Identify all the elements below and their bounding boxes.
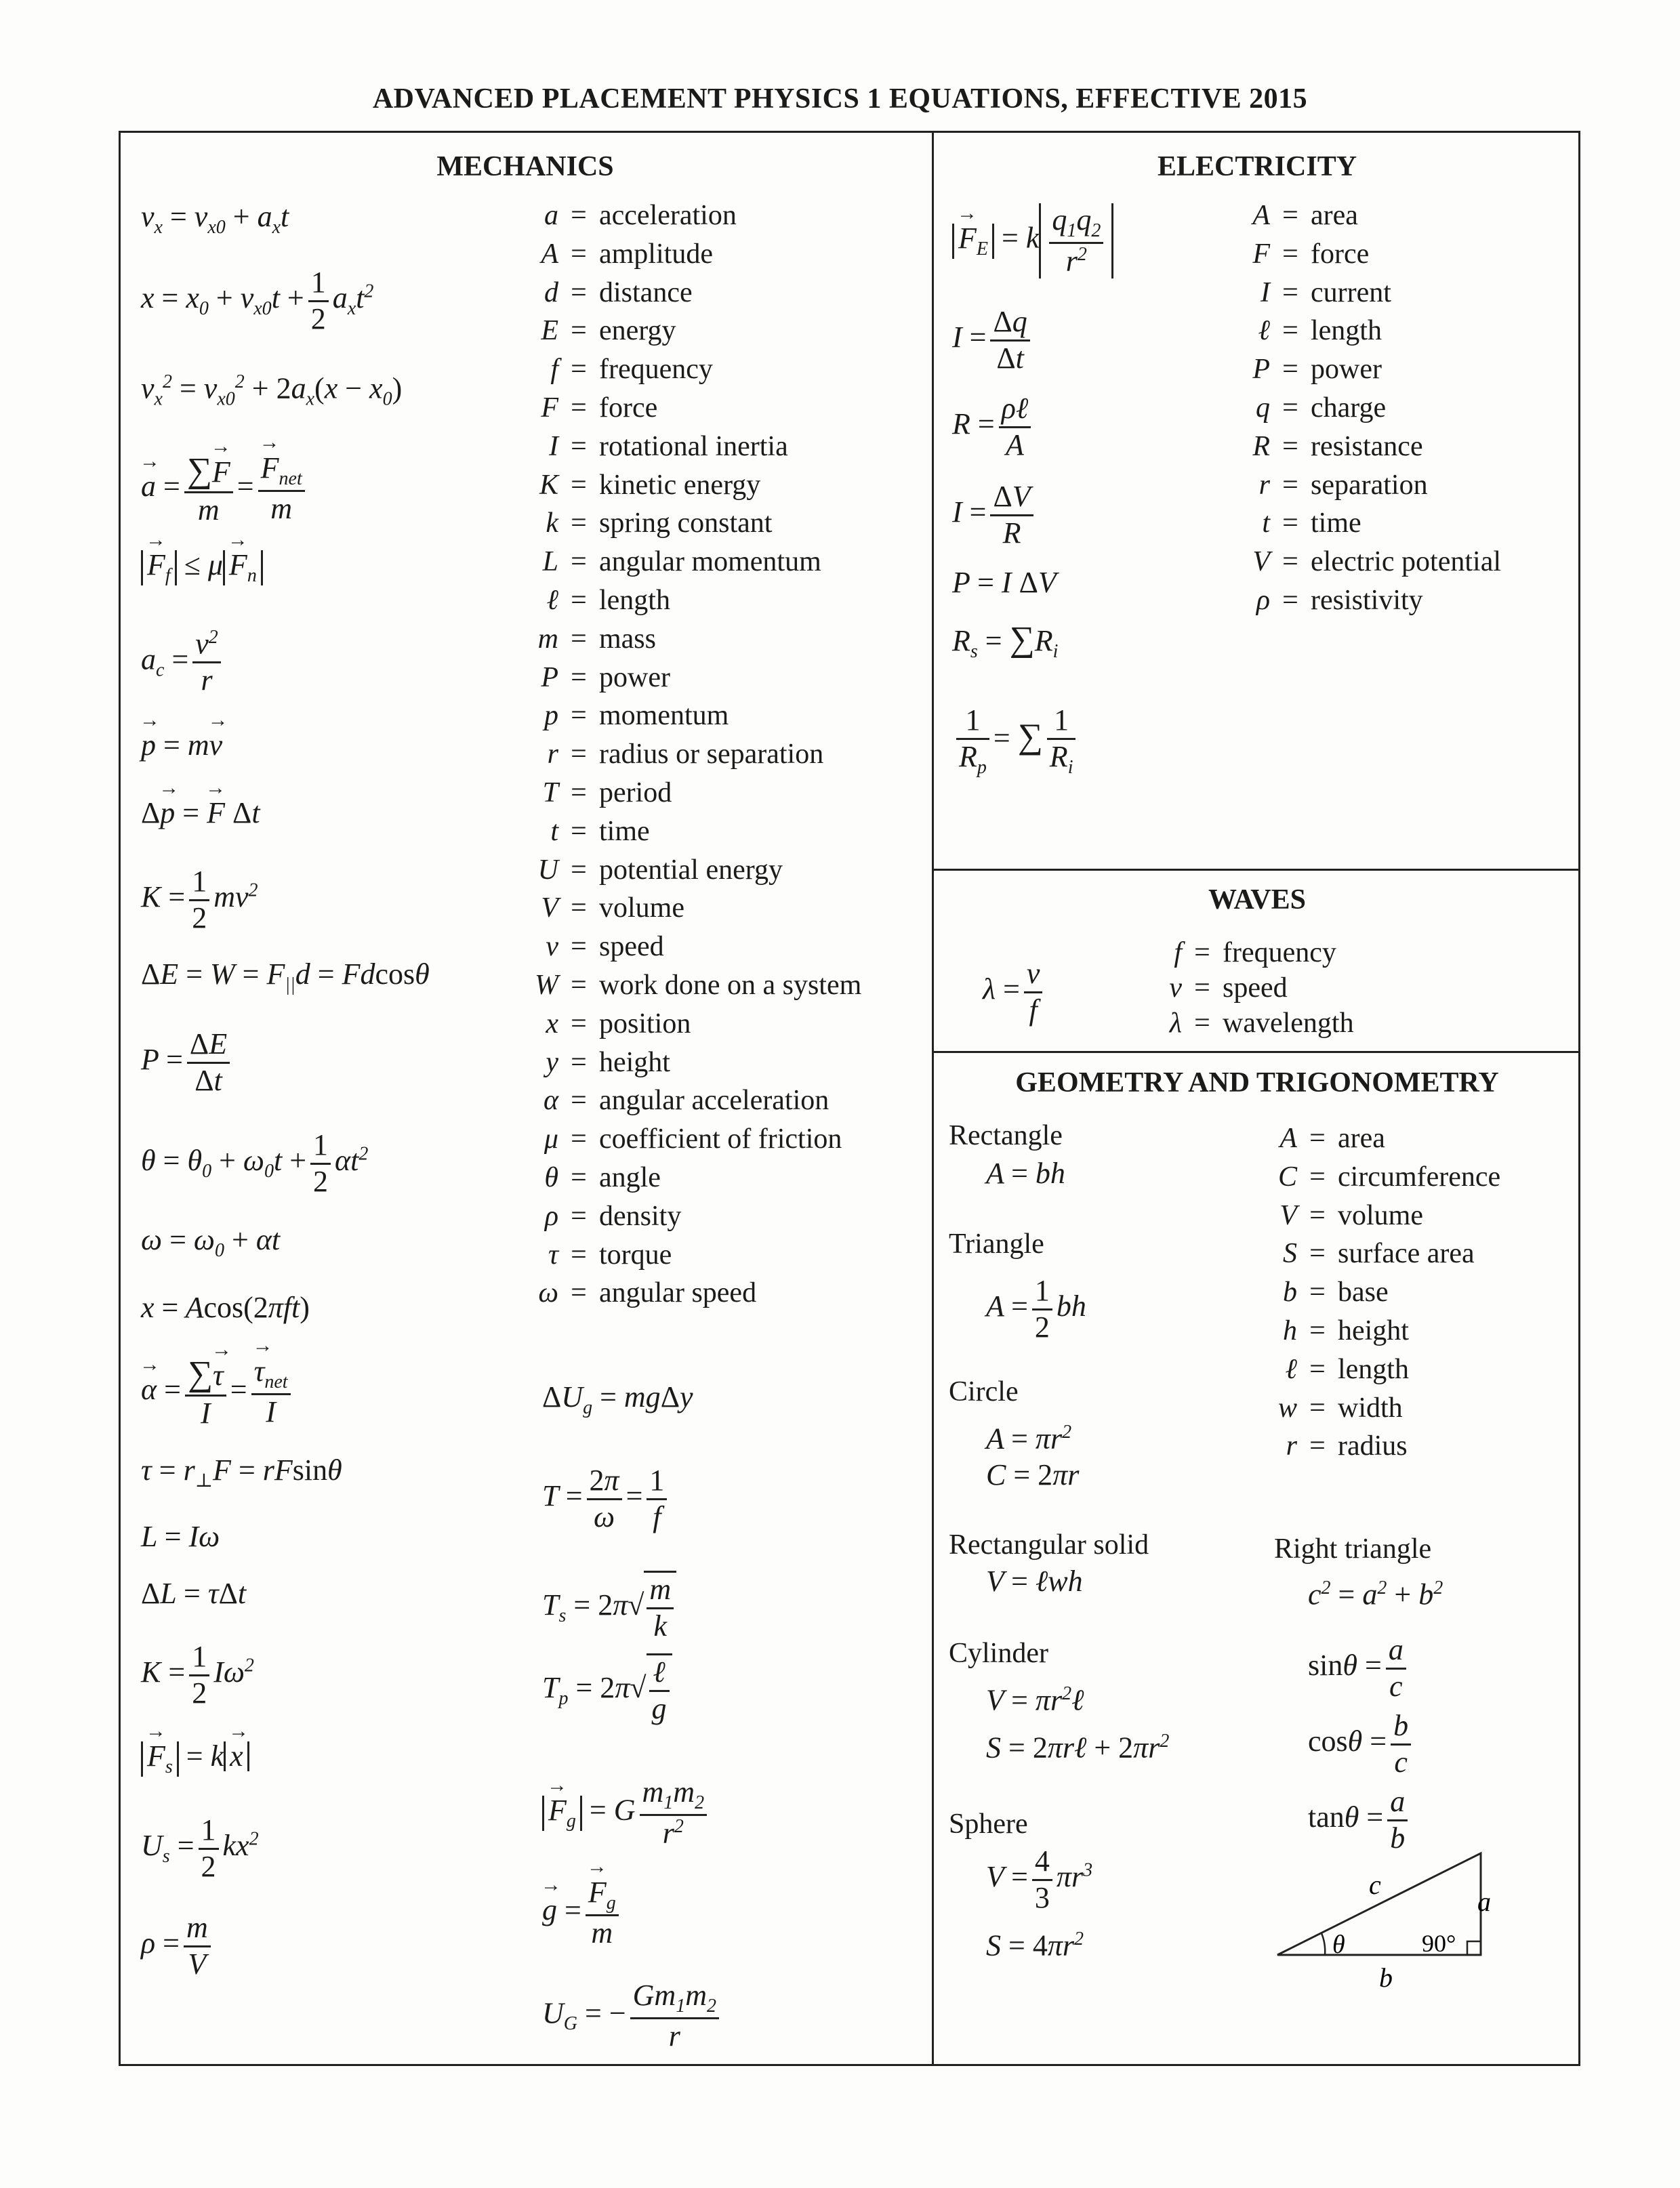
definition-symbol: b	[1283, 1277, 1297, 1308]
definition-symbol: m	[537, 623, 558, 655]
definition-text: wavelength	[1223, 1008, 1354, 1039]
equals-sign: =	[571, 200, 587, 231]
equals-sign: =	[571, 430, 587, 462]
definition-row	[1261, 1158, 1500, 1197]
equals-sign: =	[1194, 1008, 1210, 1039]
eq-gravitation: → $F_g = G$ $\frac{m_1m_2}{r^2}$	[542, 1775, 711, 1851]
eq-sphere-volume: V = $\frac{4}{3}$ $\pi r^3$	[986, 1844, 1093, 1914]
eq-electric-power: P = I ΔV	[952, 566, 1057, 599]
cylinder-label: Cylinder	[949, 1638, 1048, 1669]
definition-text: power	[599, 661, 670, 693]
waves-header: WAVES	[1208, 884, 1306, 915]
definition-text: frequency	[599, 354, 713, 386]
definition-row	[522, 428, 861, 466]
definition-symbol: U	[537, 854, 558, 886]
definition-symbol: r	[547, 739, 558, 770]
definition-row	[1145, 1006, 1354, 1041]
eq-gravitational-potential: $U_G$ = − $\frac{Gm_1m_2}{r}$	[542, 1979, 723, 2054]
eq-tangent: tanθ = $\frac{a}{b}$	[1308, 1785, 1412, 1855]
equals-sign: =	[571, 1200, 587, 1232]
page-title: ADVANCED PLACEMENT PHYSICS 1 EQUATIONS, EFFECTIVE 2015	[372, 83, 1308, 115]
definition-row	[1261, 1389, 1500, 1428]
definition-text: work done on a system	[599, 969, 862, 1001]
eq-resistance: R = $\frac{\text{ρℓ}}{A}$	[952, 392, 1035, 462]
definition-row	[522, 966, 861, 1005]
eq-centripetal: $a_c$ = $\frac{v^2}{r}$	[141, 627, 225, 698]
definition-row	[522, 928, 861, 966]
definition-text: energy	[599, 315, 676, 347]
definition-text: spring constant	[599, 508, 773, 539]
equals-sign: =	[571, 354, 587, 386]
definition-symbol: r	[1286, 1430, 1297, 1462]
equals-sign: =	[1282, 354, 1298, 386]
definition-row	[1233, 428, 1501, 466]
eq-density: ρ = $\frac{m}{V}$	[141, 1911, 215, 1981]
equals-sign: =	[571, 777, 587, 808]
eq-newton-second: → a = $\frac{\sum\to F}{m}$ = → $\frac{F_{net}}{m}$	[141, 451, 309, 527]
definition-symbol: F	[541, 392, 558, 424]
definition-symbol: d	[544, 276, 558, 308]
definition-text: length	[1338, 1353, 1409, 1385]
definition-text: length	[1311, 315, 1382, 347]
definition-symbol: T	[542, 777, 558, 808]
eq-triangle-area: A = $\frac{1}{2}$ bh	[986, 1274, 1086, 1344]
equals-sign: =	[571, 623, 587, 655]
definition-text: mass	[599, 623, 656, 655]
eq-cylinder-surface: S = 2πrℓ + $2\pi r^2$	[986, 1731, 1170, 1764]
waves-definitions	[1145, 935, 1354, 1041]
definition-text: amplitude	[599, 238, 713, 270]
definition-text: acceleration	[599, 200, 737, 231]
equals-sign: =	[1309, 1123, 1326, 1154]
equals-sign: =	[1282, 430, 1298, 462]
eq-angular-momentum: L = Iω	[141, 1520, 220, 1553]
eq-angular-acceleration: → α = $\frac{\sum\to \tau}{I}$ = → $\frac{\tau_{net}}{I}$	[141, 1354, 295, 1430]
definition-symbol: μ	[544, 1123, 558, 1155]
equals-sign: =	[571, 931, 587, 963]
definition-text: potential energy	[599, 854, 783, 886]
equals-sign: =	[571, 546, 587, 578]
equals-sign: =	[1282, 469, 1298, 501]
definition-row	[522, 1044, 861, 1082]
definition-symbol: α	[543, 1085, 558, 1117]
equals-sign: =	[571, 1008, 587, 1039]
definition-symbol: v	[1169, 972, 1182, 1004]
definition-row	[522, 504, 861, 543]
definition-row	[522, 735, 861, 774]
definition-symbol: I	[549, 430, 558, 462]
definition-row	[522, 620, 861, 659]
definition-symbol: λ	[1169, 1008, 1182, 1039]
definition-symbol: p	[544, 700, 558, 732]
definition-text: force	[599, 392, 658, 424]
eq-circumference: C = 2πr	[986, 1458, 1080, 1491]
definition-symbol: ℓ	[546, 584, 558, 616]
definition-text: position	[599, 1008, 691, 1039]
definition-symbol: ω	[538, 1277, 558, 1309]
definition-symbol: q	[1256, 392, 1270, 424]
equals-sign: =	[1309, 1353, 1326, 1385]
waves-top-divider	[932, 869, 1580, 871]
definition-row	[522, 1120, 861, 1159]
equals-sign: =	[1309, 1238, 1326, 1270]
definition-row	[522, 889, 861, 928]
definition-text: coefficient of friction	[599, 1123, 842, 1155]
eq-momentum: → p = m→ v	[141, 730, 222, 760]
equals-sign: =	[571, 969, 587, 1001]
definition-text: charge	[1311, 392, 1387, 424]
definition-symbol: A	[1252, 200, 1270, 231]
definition-text: radius or separation	[599, 739, 824, 770]
eq-position: $x = x_0 + v_{x0}t$ + $\frac{1}{2}$ $a_xt^2$	[141, 266, 374, 335]
equals-sign: =	[1282, 546, 1298, 578]
equals-sign: =	[1309, 1277, 1326, 1308]
equals-sign: =	[571, 815, 587, 847]
equals-sign: =	[1282, 392, 1298, 424]
right-triangle-label: Right triangle	[1274, 1533, 1432, 1565]
equals-sign: =	[1282, 276, 1298, 308]
eq-series-resistance: $R_s = \sum R_i$	[952, 620, 1059, 662]
eq-pythagorean: $c^2 = a^2 + b^2$	[1308, 1577, 1443, 1611]
definition-row	[522, 581, 861, 620]
definition-symbol: t	[1262, 508, 1270, 539]
definition-row	[1233, 466, 1501, 505]
eq-friction: → $F_f \le \mu\to F_n$	[141, 550, 263, 585]
right-angle-label: 90°	[1422, 1930, 1456, 1957]
definition-symbol: V	[1252, 546, 1270, 578]
definition-symbol: ρ	[1256, 584, 1270, 616]
definition-symbol: I	[1261, 276, 1270, 308]
definition-text: force	[1311, 238, 1370, 270]
right-triangle-diagram	[1267, 1843, 1491, 1999]
definition-text: radius	[1338, 1430, 1408, 1462]
definition-text: torque	[599, 1239, 672, 1271]
eq-kinetic: K = $\frac{1}{2}$ $mv^2$	[141, 865, 258, 934]
definition-row	[522, 235, 861, 274]
equals-sign: =	[571, 392, 587, 424]
definition-row	[522, 1236, 861, 1275]
eq-spring-force: → $F_s = k\to x$	[141, 1741, 249, 1777]
definition-text: period	[599, 777, 672, 808]
definition-row	[1145, 935, 1354, 970]
equals-sign: =	[571, 1277, 587, 1309]
definition-text: area	[1338, 1123, 1385, 1154]
definition-row	[522, 312, 861, 350]
eq-rotational-kinetic: K = $\frac{1}{2}$ $I\omega^2$	[141, 1640, 254, 1710]
definition-symbol: K	[539, 469, 558, 501]
equals-sign: =	[1282, 238, 1298, 270]
definition-symbol: y	[546, 1046, 558, 1078]
definition-text: rotational inertia	[599, 430, 788, 462]
definition-row	[1233, 274, 1501, 312]
definition-row	[522, 274, 861, 312]
definition-text: time	[1311, 508, 1361, 539]
eq-spring-energy: $U_s$ = $\frac{1}{2}$ $kx^2$	[141, 1813, 259, 1883]
eq-wavelength: λ = $\frac{v}{f}$	[983, 957, 1046, 1027]
definition-symbol: θ	[544, 1161, 558, 1193]
definition-row	[522, 466, 861, 505]
rectangle-label: Rectangle	[949, 1120, 1063, 1151]
eq-cylinder-volume: $V = \pi r^2\ell$	[986, 1683, 1084, 1717]
equals-sign: =	[1282, 584, 1298, 616]
definition-row	[1233, 389, 1501, 428]
definition-text: angle	[599, 1161, 661, 1193]
eq-velocity-squared: $v_x^2 = v_{x0}^2 + 2a_x(x - x_0)$	[141, 371, 403, 410]
equals-sign: =	[571, 739, 587, 770]
eq-spring-period: $T_s = 2\pi√$ $\frac{m}{k}$	[542, 1571, 676, 1643]
definition-row	[1261, 1273, 1500, 1312]
equals-sign: =	[571, 1161, 587, 1193]
side-a-label: a	[1477, 1886, 1491, 1917]
definition-text: power	[1311, 354, 1382, 386]
definition-text: electric potential	[1311, 546, 1502, 578]
definition-row	[522, 1081, 861, 1120]
angle-arc	[1322, 1933, 1325, 1955]
equals-sign: =	[571, 700, 587, 732]
equals-sign: =	[571, 892, 587, 924]
equals-sign: =	[1282, 315, 1298, 347]
definition-row	[522, 1274, 861, 1313]
definition-row	[1261, 1312, 1500, 1350]
eq-ohm: I = $\frac{\Delta V}{R}$	[952, 480, 1038, 550]
definition-symbol: τ	[548, 1239, 558, 1271]
eq-power: P = $\frac{\Delta E}{\Delta t}$	[141, 1027, 234, 1098]
definition-text: width	[1338, 1392, 1403, 1424]
definition-text: current	[1311, 276, 1391, 308]
theta-label: θ	[1332, 1931, 1345, 1959]
equals-sign: =	[571, 1239, 587, 1271]
definition-symbol: ρ	[544, 1200, 558, 1232]
definition-text: resistivity	[1311, 584, 1423, 616]
definition-row	[1261, 1197, 1500, 1235]
definition-row	[1233, 197, 1501, 235]
definition-symbol: S	[1283, 1238, 1297, 1270]
rectangular-solid-label: Rectangular solid	[949, 1529, 1149, 1561]
definition-row	[1145, 970, 1354, 1006]
eq-angular-impulse: ΔL = τΔt	[141, 1577, 247, 1610]
equals-sign: =	[1282, 508, 1298, 539]
definition-symbol: F	[1252, 238, 1270, 270]
eq-period: T = $\frac{2\pi}{\omega}$ = $\frac{1}{f}$	[542, 1464, 671, 1534]
definition-text: length	[599, 584, 670, 616]
equals-sign: =	[571, 661, 587, 693]
definition-row	[1233, 312, 1501, 350]
right-angle-marker	[1467, 1941, 1481, 1955]
eq-gravitational-pe: $\Delta U_g = mg\Delta y$	[542, 1380, 693, 1418]
definition-row	[522, 1197, 861, 1236]
definition-row	[1261, 1350, 1500, 1389]
triangle-label: Triangle	[949, 1229, 1044, 1260]
definition-text: kinetic energy	[599, 469, 761, 501]
definition-text: height	[599, 1046, 670, 1078]
sphere-label: Sphere	[949, 1809, 1028, 1840]
definition-text: separation	[1311, 469, 1428, 501]
definition-text: surface area	[1338, 1238, 1475, 1270]
equals-sign: =	[1309, 1392, 1326, 1424]
definition-symbol: ℓ	[1258, 315, 1270, 347]
definition-text: angular speed	[599, 1277, 757, 1309]
definition-symbol: h	[1283, 1315, 1297, 1346]
definition-row	[1261, 1119, 1500, 1158]
definition-row	[1261, 1427, 1500, 1466]
definition-row	[522, 350, 861, 389]
eq-gravitational-field: → g = → $\frac{F_g}{m}$	[542, 1876, 623, 1951]
definition-row	[1233, 581, 1501, 620]
definition-text: frequency	[1223, 937, 1336, 968]
mechanics-definitions	[522, 197, 861, 1313]
definition-text: time	[599, 815, 650, 847]
definition-symbol: C	[1277, 1161, 1297, 1193]
definition-text: base	[1338, 1277, 1389, 1308]
hypotenuse-label: c	[1369, 1870, 1381, 1900]
eq-rect-solid-volume: V = ℓwh	[986, 1565, 1083, 1598]
definition-symbol: v	[546, 931, 558, 963]
definition-symbol: f	[550, 354, 558, 386]
definition-row	[1233, 543, 1501, 581]
definition-row	[522, 697, 861, 735]
eq-pendulum-period: $T_p = 2\pi√$ $\frac{\text{ℓ}}{g}$	[542, 1653, 672, 1726]
eq-sphere-surface: $S = 4\pi r^2$	[986, 1928, 1084, 1962]
definition-symbol: E	[541, 315, 558, 347]
definition-text: speed	[599, 931, 664, 963]
definition-text: volume	[599, 892, 684, 924]
definition-text: distance	[599, 276, 693, 308]
definition-symbol: W	[535, 969, 558, 1001]
definition-text: angular momentum	[599, 546, 821, 578]
definition-symbol: k	[546, 508, 558, 539]
definition-symbol: f	[1174, 937, 1182, 968]
definition-row	[522, 543, 861, 581]
equals-sign: =	[1194, 937, 1210, 968]
definition-symbol: P	[1252, 354, 1270, 386]
equals-sign: =	[571, 508, 587, 539]
eq-coulomb: → $F_E = k$ $\frac{q_1q_2}{r^2}$	[952, 203, 1113, 278]
definition-row	[522, 812, 861, 851]
eq-angular-velocity: $\omega = \omega_0 + \alpha t$	[141, 1223, 281, 1261]
definition-symbol: r	[1258, 469, 1270, 501]
equals-sign: =	[1309, 1315, 1326, 1346]
definition-symbol: A	[1279, 1123, 1297, 1154]
definition-text: height	[1338, 1315, 1409, 1346]
definition-row	[522, 389, 861, 428]
definition-row	[522, 774, 861, 812]
equals-sign: =	[1309, 1199, 1326, 1231]
definition-row	[1233, 350, 1501, 389]
definition-symbol: ℓ	[1285, 1353, 1297, 1385]
geometry-top-divider	[932, 1051, 1580, 1053]
equals-sign: =	[571, 584, 587, 616]
definition-row	[522, 659, 861, 697]
definition-row	[1233, 504, 1501, 543]
equals-sign: =	[571, 1123, 587, 1155]
definition-symbol: V	[541, 892, 558, 924]
definition-symbol: R	[1252, 430, 1270, 462]
equals-sign: =	[1309, 1161, 1326, 1193]
definition-symbol: A	[541, 238, 558, 270]
equals-sign: =	[571, 1046, 587, 1078]
definition-text: volume	[1338, 1199, 1423, 1231]
equals-sign: =	[1194, 972, 1210, 1004]
definition-text: momentum	[599, 700, 729, 732]
equals-sign: =	[571, 469, 587, 501]
equals-sign: =	[1309, 1430, 1326, 1462]
eq-circle-area: $A = \pi r^2$	[986, 1422, 1072, 1456]
eq-current: I = $\frac{\Delta q}{\Delta t}$	[952, 305, 1034, 375]
definition-symbol: x	[546, 1008, 558, 1039]
definition-symbol: P	[541, 661, 558, 693]
side-b-label: b	[1379, 1962, 1393, 1993]
eq-rectangle-area: A = bh	[986, 1157, 1065, 1190]
geometry-definitions	[1261, 1119, 1500, 1466]
mechanics-header: MECHANICS	[436, 151, 614, 182]
equals-sign: =	[571, 315, 587, 347]
equals-sign: =	[571, 1085, 587, 1117]
circle-label: Circle	[949, 1376, 1019, 1407]
definition-row	[1261, 1235, 1500, 1273]
definition-text: density	[599, 1200, 682, 1232]
definition-symbol: t	[550, 815, 558, 847]
definition-text: angular acceleration	[599, 1085, 829, 1117]
definition-symbol: w	[1277, 1392, 1297, 1424]
equals-sign: =	[1282, 200, 1298, 231]
definition-row	[522, 851, 861, 890]
eq-torque: $\tau = r_\perp F = rFsin\theta$	[141, 1453, 342, 1491]
eq-sine: sinθ = $\frac{a}{c}$	[1308, 1633, 1410, 1704]
definition-text: speed	[1223, 972, 1288, 1004]
eq-velocity: $v_x = v_{x0} + a_xt$	[141, 200, 289, 238]
definition-symbol: V	[1279, 1199, 1297, 1231]
definition-text: circumference	[1338, 1161, 1501, 1193]
electricity-header: ELECTRICITY	[1157, 151, 1357, 182]
definition-row	[1233, 235, 1501, 274]
equals-sign: =	[571, 854, 587, 886]
definition-text: area	[1311, 200, 1358, 231]
eq-work: $\Delta E = W = F_{||}d = Fdcos\theta$	[141, 957, 430, 995]
definition-row	[522, 197, 861, 235]
definition-symbol: a	[544, 200, 558, 231]
geometry-header: GEOMETRY AND TRIGONOMETRY	[1015, 1067, 1499, 1098]
definition-row	[522, 1159, 861, 1197]
eq-impulse: Δ→ p = → F Δt	[141, 798, 260, 828]
eq-cosine: cosθ = $\frac{b}{c}$	[1308, 1709, 1415, 1779]
equals-sign: =	[571, 276, 587, 308]
eq-shm: x = Acos(2πft)	[141, 1291, 310, 1324]
definition-symbol: L	[542, 546, 558, 578]
eq-angle: $\theta = \theta_0 + \omega_0t$ + $\frac{1}{2}$ $\alpha t^2$	[141, 1128, 369, 1198]
eq-parallel-resistance: $\frac{1}{R_p}$ = ∑ $\frac{1}{R_i}$	[952, 703, 1080, 779]
definition-row	[522, 1005, 861, 1044]
electricity-definitions	[1233, 197, 1501, 620]
definition-text: resistance	[1311, 430, 1423, 462]
equals-sign: =	[571, 238, 587, 270]
